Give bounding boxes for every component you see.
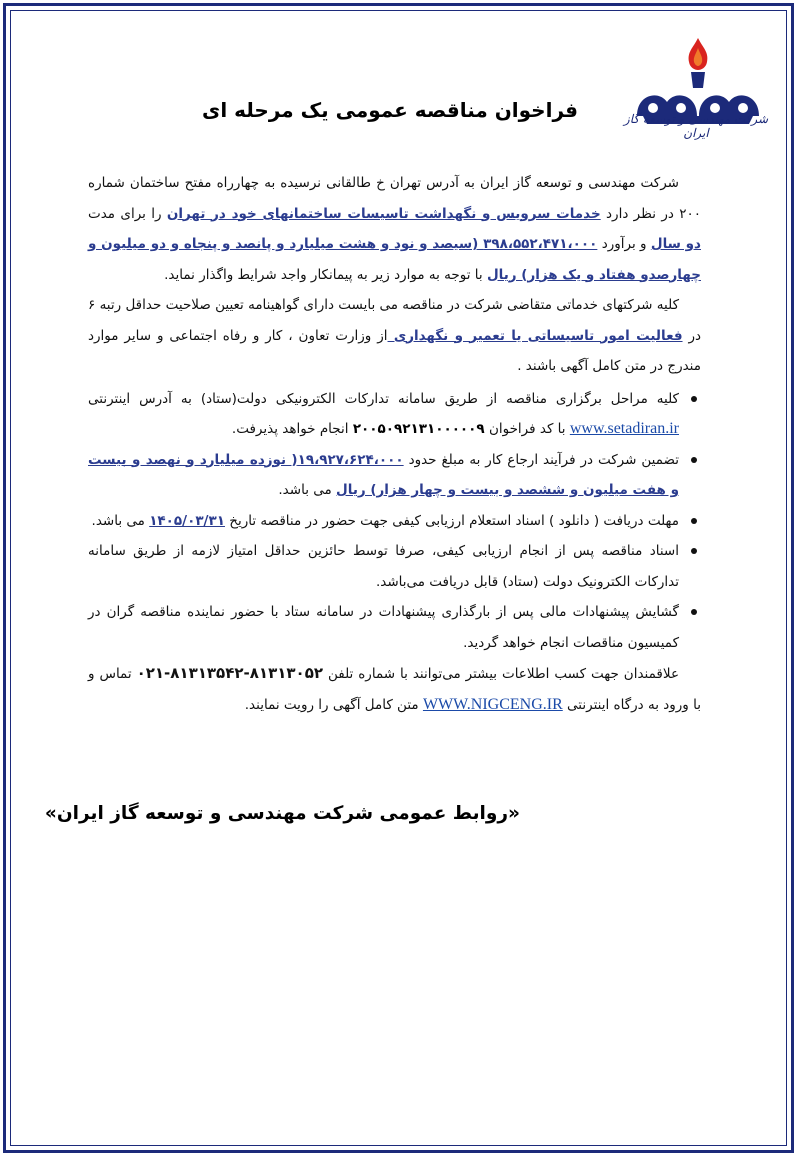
bullet-2-text-2: می باشد. <box>278 482 337 498</box>
conditions-list <box>88 384 701 659</box>
contact-text-1: علاقمندان جهت کسب اطلاعات بیشتر می‌توانند با شماره تلفن <box>323 666 679 682</box>
qualification-field: فعالیت امور تاسیساتی یا تعمیر و نگهداری <box>387 327 683 344</box>
bullet-3-text-1: مهلت دریافت ( دانلود ) اسناد استعلام ارزیابی کیفی جهت حضور در مناقصه تاریخ <box>224 512 679 529</box>
list-item <box>88 506 701 537</box>
contact-text-3: متن کامل آگهی را رویت نمایند. <box>244 696 423 713</box>
bullet-2-text-1: تضمین شرکت در فرآیند ارجاع کار به مبلغ حدود <box>403 451 679 468</box>
list-item <box>88 597 701 658</box>
tender-code: ۲۰۰۵۰۹۲۱۳۱۰۰۰۰۰۹ <box>352 421 485 437</box>
bullet-5-text: گشایش پیشنهادات مالی پس از بارگذاری پیشنهادات در سامانه ستاد با حضور نماینده مناقصه گران در کمیسیون مناقصات انجام خواهد گردید. <box>88 604 679 651</box>
list-item <box>88 445 701 506</box>
bullet-icon <box>691 548 697 554</box>
qualification-text-1: کلیه شرکتهای خدماتی متقاضی شرکت در مناقصه می بایست دارای گواهینامه تعیین صلاحیت حداقل رتبه ۶ در <box>88 297 701 344</box>
guarantee-amount: ۱۹،۹۲۷،۶۲۴،۰۰۰( نوزده میلیارد و نهصد و بیست و هفت میلیون و ششصد و بیست و چهار هزار) ریال <box>88 451 679 498</box>
bullet-1-text-1: کلیه مراحل برگزاری مناقصه از طریق سامانه تدارکات الکترونیکی دولت(ستاد) به آدرس اینترنتی <box>88 390 679 407</box>
page-title: فراخوان مناقصه عمومی یک مرحله ای <box>201 98 578 122</box>
bullet-1-text-2: با کد فراخوان <box>484 421 570 437</box>
logo-org-name: شرکت مهندسی و توسعه گاز ایران <box>623 112 769 140</box>
intro-text-2: را برای مدت <box>88 205 167 222</box>
phone-numbers: ۸۱۳۱۳۰۵۲-۸۱۳۱۳۵۴۲-۰۲۱ <box>136 664 324 682</box>
intro-text-3: و برآورد <box>597 236 651 252</box>
announcement-body <box>88 168 701 720</box>
bullet-icon <box>691 609 697 615</box>
bullet-3-text-2: می باشد. <box>91 512 150 529</box>
nigceng-link[interactable]: WWW.NIGCENG.IR <box>422 695 563 713</box>
service-title: خدمات سرویس و نگهداشت تاسیسات ساختمانهای خود در تهران <box>166 205 601 222</box>
intro-text-4: با توجه به موارد زیر به پیمانکار واجد شرایط واگذار نماید. <box>164 266 487 283</box>
list-item <box>88 536 701 597</box>
bullet-icon <box>691 518 697 524</box>
deadline-date: ۱۴۰۵/۰۳/۳۱ <box>149 512 225 529</box>
contract-duration: دو سال <box>650 236 701 252</box>
contact-text-2: تماس و با ورود به درگاه اینترنتی <box>88 666 701 713</box>
qualification-text-2: از وزارت تعاون ، کار و رفاه اجتماعی و سایر موارد مندرج در متن کامل آگهی باشند . <box>88 327 701 374</box>
public-relations-signature: «روابط عمومی شرکت مهندسی و توسعه گاز ایران» <box>44 803 520 824</box>
list-item <box>88 384 701 445</box>
bullet-icon <box>691 457 697 463</box>
estimated-amount: ۳۹۸،۵۵۲،۴۷۱،۰۰۰ (سیصد و نود و هشت میلیارد و پانصد و پنجاه و دو میلیون و چهارصدو هفتاد و یک هزار) ریال <box>88 236 701 283</box>
bullet-icon <box>691 396 697 402</box>
intro-text-1: شرکت مهندسی و توسعه گاز ایران به آدرس تهران خ طالقانی نرسیده به چهارراه مفتح ساختمان شماره ۲۰۰ در نظر دارد <box>88 175 701 222</box>
contact-paragraph <box>88 658 701 720</box>
bullet-1-text-3: انجام خواهد پذیرفت. <box>231 421 353 437</box>
setadiran-link[interactable]: www.setadiran.ir <box>569 420 679 437</box>
bullet-4-text: اسناد مناقصه پس از انجام ارزیابی کیفی، صرفا توسط حائزین حداقل امتیاز لازمه از طریق سامانه تدارکات الکترونیک دولت (ستاد) قابل دریافت می‌باشد. <box>88 543 679 590</box>
intro-paragraph <box>88 168 701 290</box>
qualification-paragraph <box>88 290 701 382</box>
